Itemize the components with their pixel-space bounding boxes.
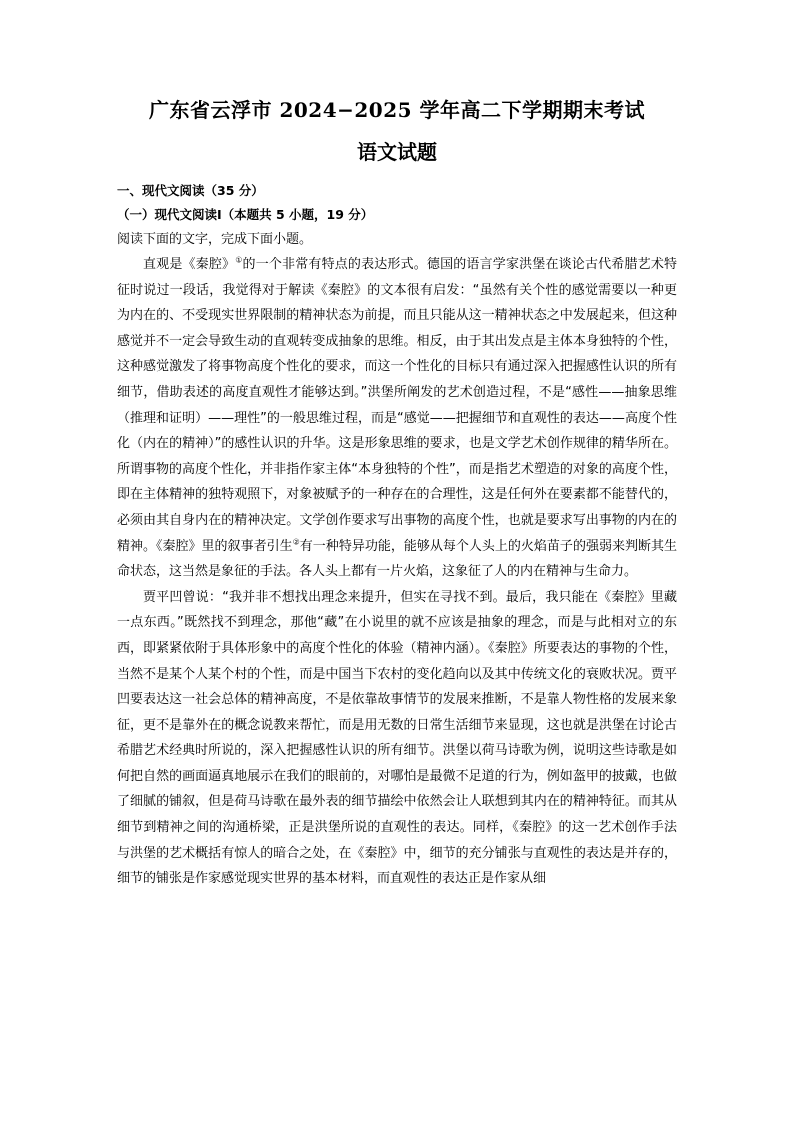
exam-subtitle: 语文试题 — [357, 140, 437, 164]
exam-page — [117, 96, 677, 892]
subsection-heading: （一）现代文阅读Ⅰ（本题共 5 小题，19 分） — [117, 207, 374, 222]
passage-paragraph-2: 贾平凹曾说：“我并非不想找出理念来提升，但实在寻找不到。最后，我只能在《秦腔》里藏一点东西。”既然找不到理念，那他“藏”在小说里的就不应该是抽象的理念，而是与此相对立的东西，即紧紧依附于具体形象中的高度个性化的体验（精神内涵）。《秦腔》所要表达的事物的个性，当然不是某个人某个村的个性，而是中国当下农村的变化趋向以及其中传统文化的衰败状况。贾平凹要表达这一社会总体的精神高度，不是依靠故事情节的发展来推断，不是靠人物性格的发展来象征，更不是靠外在的概念说教来帮忙，而是用无数的日常生活细节来显现，这也就是洪堡在讨论古希腊艺术经典时所说的，深入把握感性认识的所有细节。洪堡以荷马诗歌为例，说明这些诗歌是如何把自然的画面逼真地展示在我们的眼前的，对哪怕是最微不足道的行为，例如盔甲的披戴，也做了细腻的铺叙，但是荷马诗歌在最外表的细节描绘中依然会让人联想到其内在的精神特征。而其从细节到精神之间的沟通桥梁，正是洪堡所说的直观性的表达。同样，《秦腔》的这一艺术创作手法与洪堡的艺术概括有惊人的暗合之处，在《秦腔》中，细节的充分铺张与直观性的表达是并存的，细节的铺张是作家感觉现实世界的基本材料，而直观性的表达正是作家从细 — [117, 589, 677, 887]
paragraph-1-text-c: 有一种特异功能，能够从每个人头上的火焰苗子的强弱来判断其生命状态，这当然是象征的手法。各人头上都有一片火焰，这象征了人的内在精神与生命力。 — [117, 538, 677, 580]
reading-instruction: 阅读下面的文字，完成下面小题。 — [117, 232, 313, 247]
footnote-marker-2: ② — [292, 537, 300, 547]
exam-title: 广东省云浮市 2024−2025 学年高二下学期期末考试 — [148, 98, 645, 122]
footnote-marker-1: ① — [235, 255, 243, 265]
section-heading: 一、现代文阅读（35 分） — [117, 183, 264, 198]
paragraph-1-text-b: 的一个非常有特点的表达形式。德国的语言学家洪堡在谈论古代希腊艺术特征时说过一段话，我觉得对于解读《秦腔》的文本很有启发：“虽然有关个性的感觉需要以一种更为内在的、不受现实世界限制的精神状态为前提，而且只能从这一精神状态之中发展起来，但这种感觉并不一定会导致生动的直观转变成抽象的思维。相反，由于其出发点是主体本身独特的个性，这种感觉激发了将事物高度个性化的要求，而这一个性化的目标只有通过深入把握感性认识的所有细节，借助表述的高度直观性才能够达到。”洪堡所阐发的艺术创造过程，不是“感性——抽象思维（推理和证明）——理性”的一般思维过程，而是“感觉——把握细节和直观性的表达——高度个性化（内在的精神）”的感性认识的升华。这是形象思维的要求，也是文学艺术创作规律的精华所在。所谓事物的高度个性化，并非指作家主体“本身独特的个性”，而是指艺术塑造的对象的高度个性，即在主体精神的独特观照下，对象被赋予的一种存在的合理性，这是任何外在要素都不能替代的，必须由其自身内在的精神决定。文学创作要求写出事物的高度个性，也就是要求写出事物的内在的精神。《秦腔》里的叙事者引生 — [117, 257, 677, 554]
passage-paragraph-1 — [117, 252, 677, 585]
paragraph-1-text-a: 直观是《秦腔》 — [143, 257, 236, 272]
